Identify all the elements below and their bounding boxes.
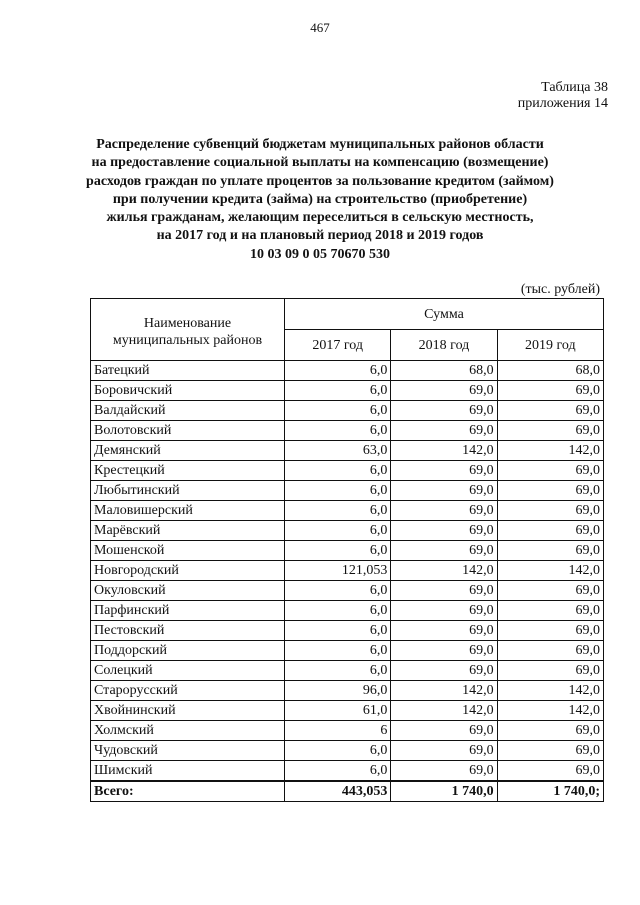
header-year-2017: 2017 год	[285, 330, 391, 361]
table-row	[91, 581, 604, 601]
value-2017: 61,0	[285, 701, 391, 721]
table-row	[91, 481, 604, 501]
value-2017: 63,0	[285, 441, 391, 461]
value-2019: 142,0	[497, 441, 603, 461]
title-line: на 2017 год и на плановый период 2018 и 2019 годов	[156, 228, 484, 244]
district-name: Валдайский	[91, 401, 285, 421]
district-name: Маловишерский	[91, 501, 285, 521]
district-name: Крестецкий	[91, 461, 285, 481]
district-name: Любытинский	[91, 481, 285, 501]
total-2018: 1 740,0	[391, 781, 497, 802]
value-2017: 6,0	[285, 601, 391, 621]
value-2017: 6,0	[285, 741, 391, 761]
table-row	[91, 641, 604, 661]
total-2017: 443,053	[285, 781, 391, 802]
district-name: Парфинский	[91, 601, 285, 621]
district-name: Батецкий	[91, 361, 285, 381]
value-2019: 69,0	[497, 461, 603, 481]
table-row	[91, 621, 604, 641]
district-name: Поддорский	[91, 641, 285, 661]
district-name: Мошенской	[91, 541, 285, 561]
value-2017: 121,053	[285, 561, 391, 581]
district-name: Боровичский	[91, 381, 285, 401]
value-2017: 6,0	[285, 481, 391, 501]
document-title	[60, 136, 580, 264]
header-year-2019: 2019 год	[497, 330, 603, 361]
header-sum: Сумма	[285, 299, 604, 330]
value-2017: 6,0	[285, 761, 391, 782]
value-2018: 69,0	[391, 501, 497, 521]
value-2018: 68,0	[391, 361, 497, 381]
district-name: Хвойнинский	[91, 701, 285, 721]
value-2018: 69,0	[391, 461, 497, 481]
value-2017: 6,0	[285, 581, 391, 601]
district-name: Демянский	[91, 441, 285, 461]
value-2019: 69,0	[497, 621, 603, 641]
table-row	[91, 761, 604, 782]
value-2018: 69,0	[391, 721, 497, 741]
table-row	[91, 381, 604, 401]
title-line: жилья гражданам, желающим переселиться в сельскую местность,	[106, 210, 534, 226]
value-2018: 69,0	[391, 421, 497, 441]
district-name: Новгородский	[91, 561, 285, 581]
district-name: Окуловский	[91, 581, 285, 601]
value-2019: 69,0	[497, 721, 603, 741]
value-2019: 69,0	[497, 501, 603, 521]
table-row	[91, 361, 604, 381]
district-name: Марёвский	[91, 521, 285, 541]
value-2017: 6,0	[285, 501, 391, 521]
district-name: Чудовский	[91, 741, 285, 761]
table-row	[91, 681, 604, 701]
value-2018: 69,0	[391, 481, 497, 501]
value-2017: 6,0	[285, 381, 391, 401]
district-name: Шимский	[91, 761, 285, 782]
subsidy-table	[90, 298, 604, 802]
value-2018: 69,0	[391, 381, 497, 401]
value-2017: 6,0	[285, 661, 391, 681]
district-name: Холмский	[91, 721, 285, 741]
table-row	[91, 421, 604, 441]
district-name: Старорусский	[91, 681, 285, 701]
value-2018: 69,0	[391, 741, 497, 761]
value-2017: 6,0	[285, 421, 391, 441]
value-2018: 69,0	[391, 401, 497, 421]
units-label: (тыс. рублей)	[520, 282, 600, 297]
value-2018: 142,0	[391, 701, 497, 721]
table-body	[91, 361, 604, 782]
page-number: 467	[310, 20, 330, 35]
value-2017: 6,0	[285, 541, 391, 561]
table-row	[91, 721, 604, 741]
value-2019: 142,0	[497, 701, 603, 721]
table-row	[91, 741, 604, 761]
table-row	[91, 461, 604, 481]
table-row	[91, 521, 604, 541]
total-label: Всего:	[91, 781, 285, 802]
table-row	[91, 661, 604, 681]
value-2017: 6,0	[285, 521, 391, 541]
value-2019: 69,0	[497, 581, 603, 601]
value-2018: 142,0	[391, 441, 497, 461]
value-2017: 6,0	[285, 361, 391, 381]
value-2018: 69,0	[391, 521, 497, 541]
district-name: Волотовский	[91, 421, 285, 441]
value-2018: 69,0	[391, 601, 497, 621]
title-line: при получении кредита (займа) на строительство (приобретение)	[112, 191, 528, 207]
value-2018: 69,0	[391, 761, 497, 782]
total-2019: 1 740,0;	[497, 781, 603, 802]
header-district-name: Наименование муниципальных районов	[91, 299, 285, 361]
table-ref-line2: приложения 14	[517, 96, 608, 111]
value-2017: 96,0	[285, 681, 391, 701]
value-2017: 6,0	[285, 621, 391, 641]
table-row	[91, 501, 604, 521]
value-2019: 69,0	[497, 661, 603, 681]
title-line: Распределение субвенций бюджетам муниципальных районов области	[96, 137, 544, 152]
value-2019: 69,0	[497, 641, 603, 661]
table-row	[91, 701, 604, 721]
value-2017: 6,0	[285, 461, 391, 481]
value-2017: 6	[285, 721, 391, 741]
table-row	[91, 541, 604, 561]
value-2018: 69,0	[391, 661, 497, 681]
value-2018: 69,0	[391, 581, 497, 601]
value-2019: 69,0	[497, 381, 603, 401]
table-row	[91, 561, 604, 581]
header-year-2018: 2018 год	[391, 330, 497, 361]
total-row	[91, 781, 604, 802]
value-2017: 6,0	[285, 641, 391, 661]
value-2019: 69,0	[497, 401, 603, 421]
value-2019: 69,0	[497, 541, 603, 561]
value-2019: 142,0	[497, 561, 603, 581]
value-2018: 69,0	[391, 621, 497, 641]
table-reference	[518, 80, 608, 112]
value-2018: 69,0	[391, 641, 497, 661]
value-2018: 142,0	[391, 561, 497, 581]
district-name: Пестовский	[91, 621, 285, 641]
value-2019: 69,0	[497, 521, 603, 541]
value-2019: 69,0	[497, 601, 603, 621]
value-2018: 142,0	[391, 681, 497, 701]
value-2019: 69,0	[497, 761, 603, 782]
value-2018: 69,0	[391, 541, 497, 561]
district-name: Солецкий	[91, 661, 285, 681]
value-2019: 68,0	[497, 361, 603, 381]
value-2019: 69,0	[497, 741, 603, 761]
value-2019: 69,0	[497, 481, 603, 501]
budget-code: 10 03 09 0 05 70670 530	[250, 246, 390, 262]
value-2019: 142,0	[497, 681, 603, 701]
table-ref-line1: Таблица 38	[541, 80, 608, 95]
title-line: расходов граждан по уплате процентов за пользование кредитом (займом)	[86, 173, 554, 189]
table-row	[91, 401, 604, 421]
value-2017: 6,0	[285, 401, 391, 421]
value-2019: 69,0	[497, 421, 603, 441]
table-row	[91, 441, 604, 461]
title-line: на предоставление социальной выплаты на компенсацию (возмещение)	[91, 155, 549, 171]
table-row	[91, 601, 604, 621]
